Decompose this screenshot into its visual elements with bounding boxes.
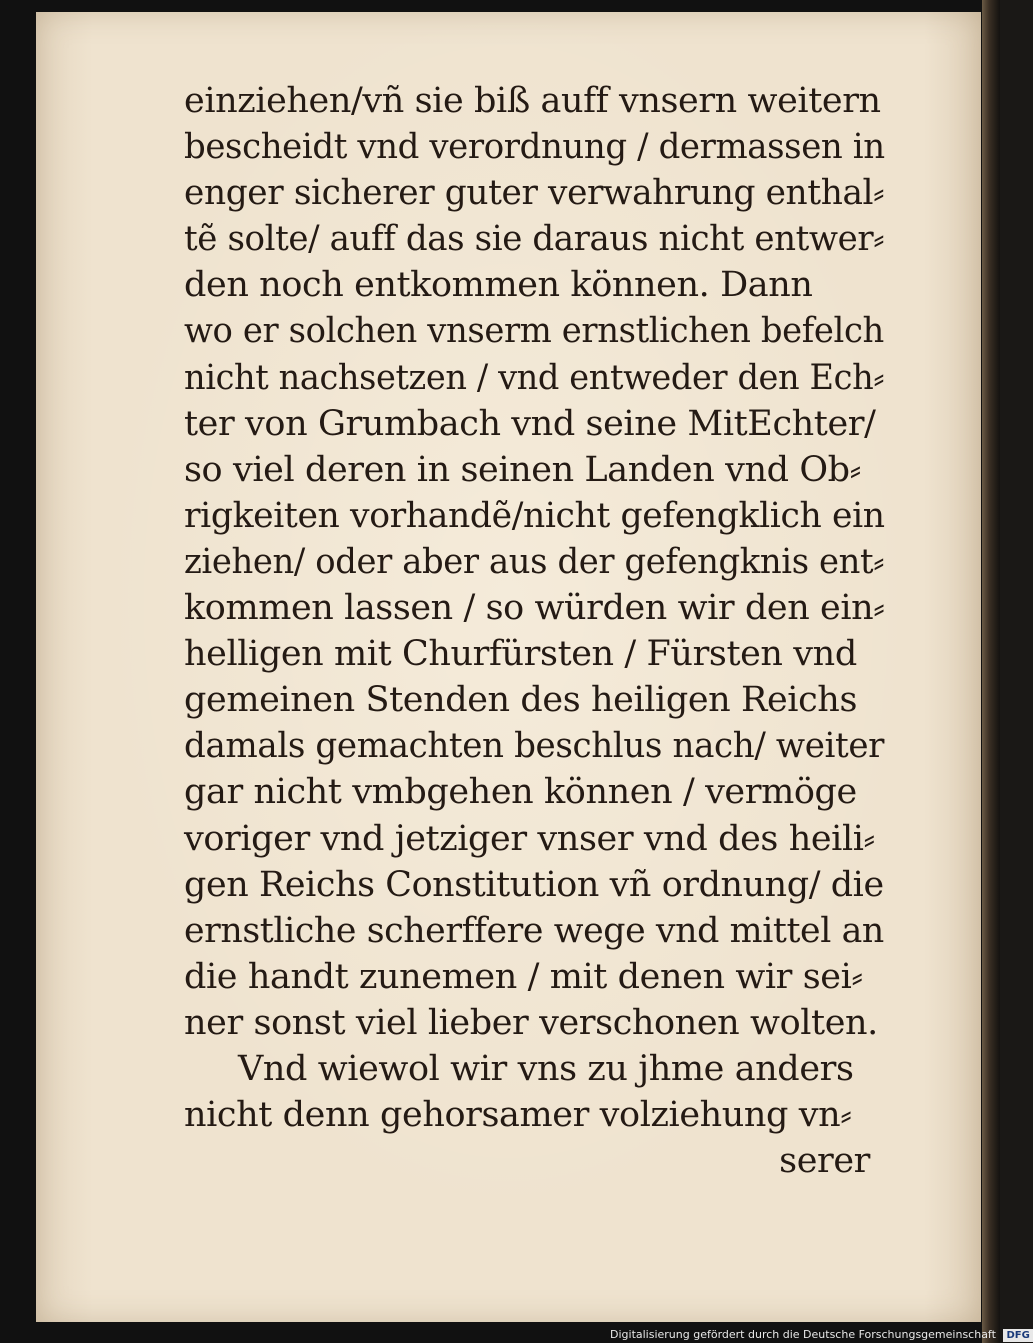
text-line: den noch entkommen können. Dann <box>184 265 813 306</box>
text-line: wo er solchen vnserm ernstlichen befelch <box>184 311 884 352</box>
digitization-credit <box>610 1326 1033 1343</box>
text-line: ziehen/ oder aber aus der gefengknis ent⸗ <box>184 541 885 582</box>
text-line: rigkeiten vorhandẽ/nicht gefengklich ein <box>184 495 885 536</box>
text-line: gar nicht vmbgehen können / vermöge <box>184 772 857 813</box>
credit-text: Digitalisierung gefördert durch die Deutsche Forschungsgemeinschaft <box>610 1328 996 1341</box>
text-line: nicht denn gehorsamer volziehung vn⸗ <box>184 1095 852 1136</box>
text-line: gemeinen Stenden des heiligen Reichs <box>184 680 858 721</box>
text-line: ter von Grumbach vnd seine MitEchter/ <box>184 403 876 444</box>
text-line: enger sicherer guter verwahrung enthal⸗ <box>184 173 885 214</box>
text-line: damals gemachten beschlus nach/ weiter <box>184 726 885 767</box>
text-line: kommen lassen / so würden wir den ein⸗ <box>184 588 885 629</box>
text-line: so viel deren in seinen Landen vnd Ob⸗ <box>184 449 861 490</box>
book-edge <box>982 0 1000 1343</box>
text-line: gen Reichs Constitution vñ ordnung/ die <box>184 864 884 905</box>
text-line: die handt zunemen / mit denen wir sei⸗ <box>184 956 863 997</box>
text-line: ner sonst viel lieber verschonen wolten. <box>184 1002 878 1043</box>
text-line: ernstliche scherffere wege vnd mittel an <box>184 910 884 951</box>
catchword: serer <box>779 1141 870 1182</box>
text-line: helligen mit Churfürsten / Fürsten vnd <box>184 634 857 675</box>
text-line: einziehen/vñ sie biß auff vnsern weitern <box>184 81 881 121</box>
text-line: tẽ solte/ auff das sie daraus nicht entwer⸗ <box>184 219 885 260</box>
dfg-logo: DFG <box>1003 1329 1032 1342</box>
text-line: nicht nachsetzen / vnd entweder den Ech⸗ <box>184 357 885 398</box>
page-text <box>184 78 884 1184</box>
text-line: bescheidt vnd verordnung / dermassen in <box>184 127 885 168</box>
paragraph-start-line: Vnd wiewol wir vns zu jhme anders <box>238 1048 854 1089</box>
text-line: voriger vnd jetziger vnser vnd des heili⸗ <box>184 818 875 859</box>
